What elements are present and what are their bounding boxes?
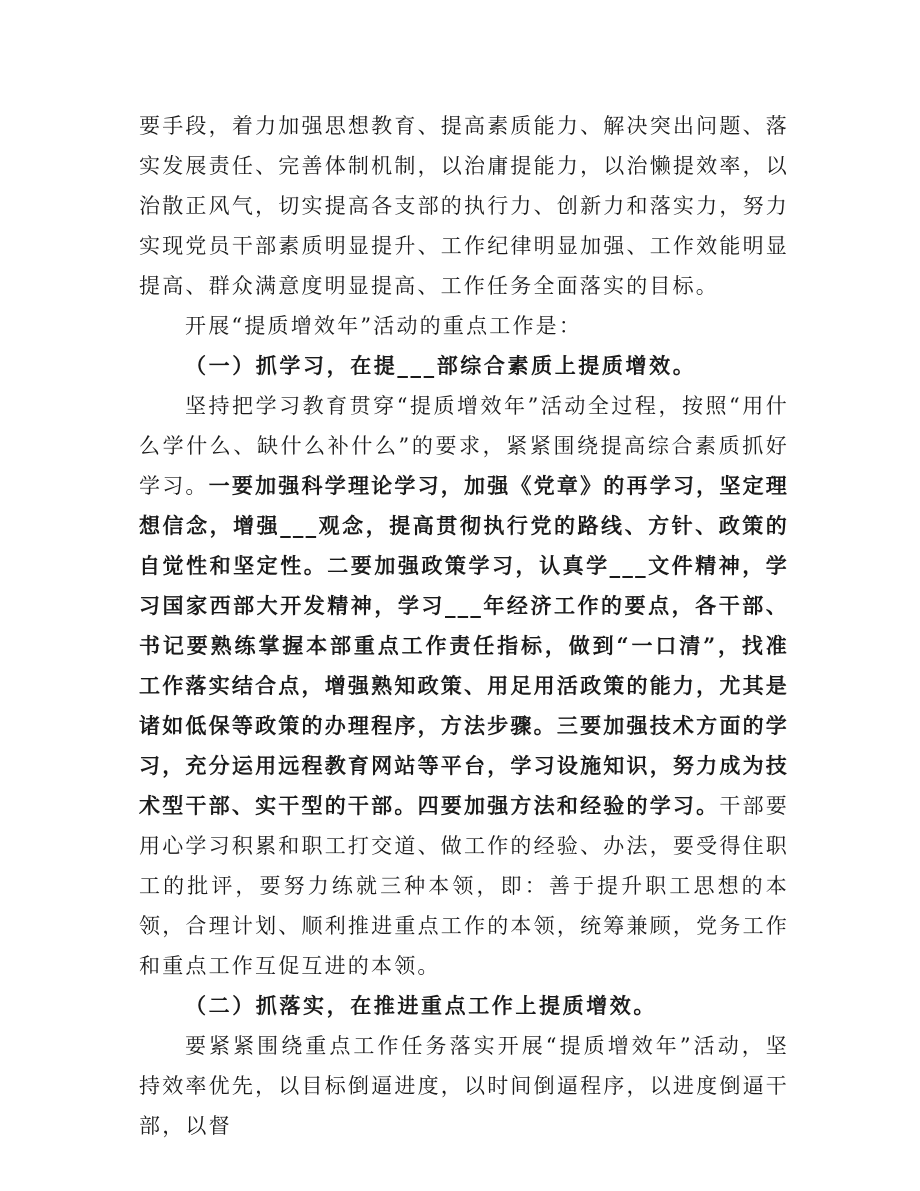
study-experience-text: 干部要用心学习积累和职工打交道、做工作的经验、办法，要受得住职工的批评，要努力练就三种本领，即：善于提升职工思想的本领，合理计划、顺利推进重点工作的本领，统筹兼顾，党务工作和重点工作互促互进的本领。 [139, 794, 789, 978]
paragraph-study [139, 386, 789, 986]
paragraph-intro: 要手段，着力加强思想教育、提高素质能力、解决突出问题、落实发展责任、完善体制机制，以治庸提能力，以治懒提效率，以治散正风气，切实提高各支部的执行力、创新力和落实力，努力实现党员干部素质明显提升、工作纪律明显加强、工作效能明显提高、群众满意度明显提高、工作任务全面落实的目标。 [139, 114, 789, 298]
paragraph-key-work-intro: 开展“提质增效年”活动的重点工作是： [185, 314, 583, 338]
paragraph-implementation: 要紧紧围绕重点工作任务落实开展“提质增效年”活动，坚持效率优先，以目标倒逼进度，以时间倒逼程序，以进度倒逼干部，以督 [139, 1034, 789, 1138]
section-heading-implementation: （二）抓落实，在推进重点工作上提质增效。 [185, 993, 657, 1018]
study-requirements-bold: 一要加强科学理论学习，加强《党章》的再学习，坚定理想信念，增强___观念，提高贯彻执行党的路线、方针、政策的自觉性和坚定性。二要加强政策学习，认真学___文件精神，学习国家西部大开发精神，学习___年经济工作的要点，各干部、书记要熟练掌握本部重点工作责任指标，做到“一口清”，找准工作落实结合点，增强熟知政策、用足用活政策的能力，尤其是诸如低保等政策的办理程序，方法步骤。三要加强技术方面的学习，充分运用远程教育网站等平台，学习设施知识，努力成为技术型干部、实干型的干部。四要加强方法和经验的学习。 [139, 473, 790, 818]
study-intro-text: 坚持把学习教育贯穿“提质增效年”活动全过程，按照“用什么学什么、缺什么补什么”的要求，紧紧围绕提高综合素质抓好学习。 [139, 394, 789, 498]
section-heading-study: （一）抓学习，在提___部综合素质上提质增效。 [185, 353, 697, 378]
document-body [139, 106, 789, 1146]
